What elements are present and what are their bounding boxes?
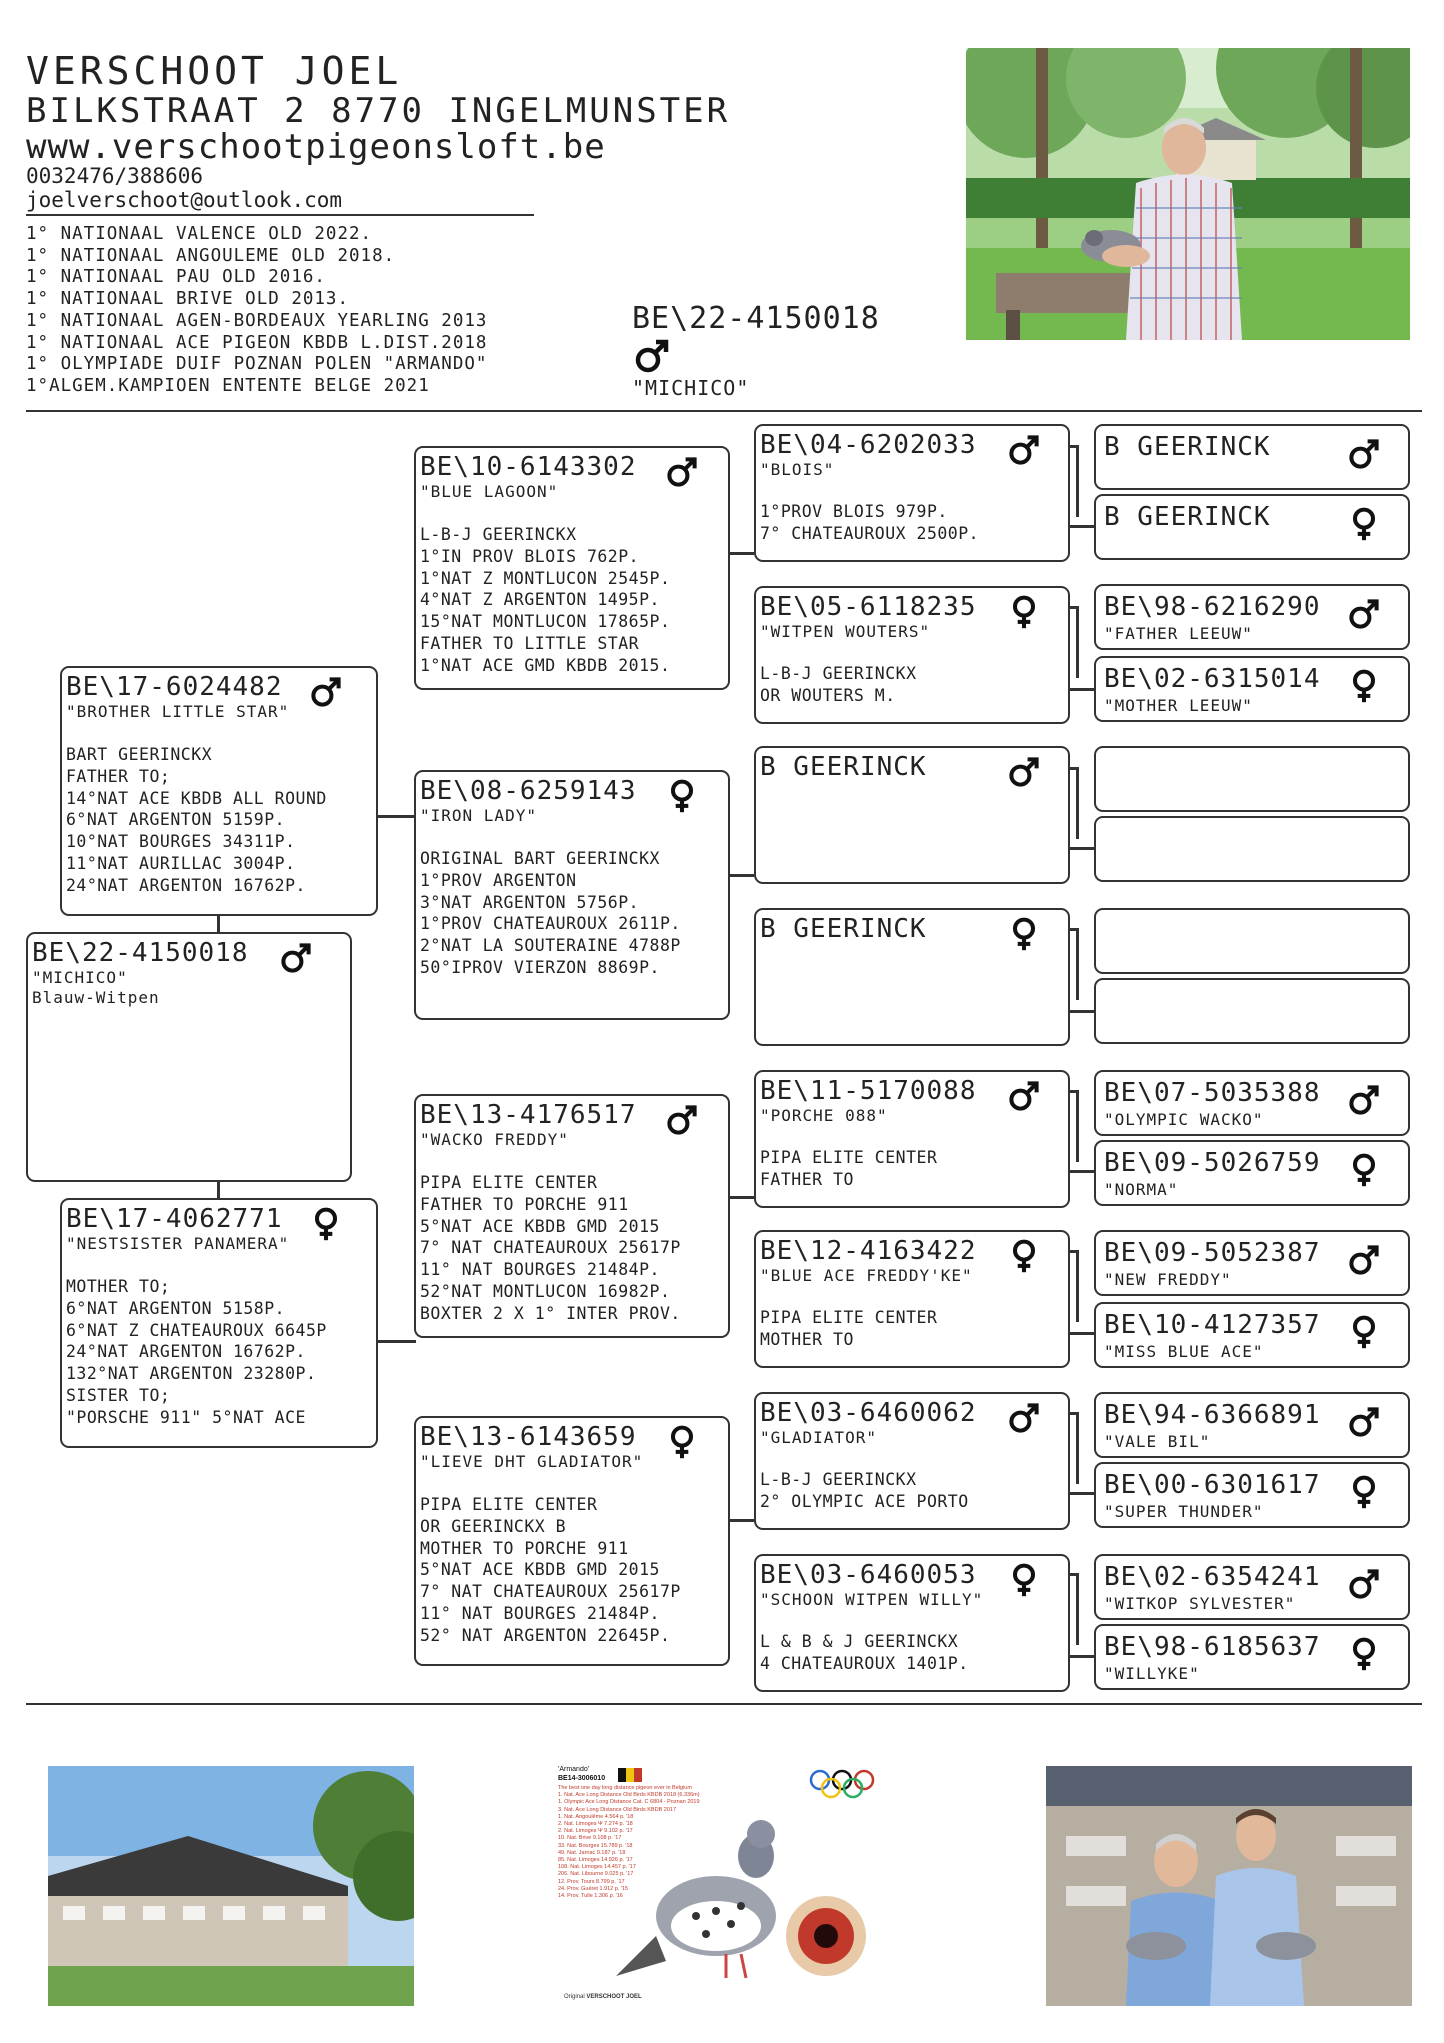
- ring-number: BE\10-4127357: [1104, 1310, 1321, 1340]
- note-line: 11° NAT BOURGES 21484P.: [420, 1603, 660, 1623]
- pigeon-notes: [760, 501, 1062, 545]
- bottom-divider: [26, 1703, 1422, 1705]
- connector-line: [1076, 1090, 1079, 1162]
- armando-result-line: 206. Nat. Libourne 9.025 p. '17: [558, 1871, 634, 1878]
- connector-line: [1076, 928, 1079, 1000]
- male-symbol-icon: [664, 454, 700, 490]
- pigeon-name: "BLOIS": [760, 460, 835, 479]
- pigeon-notes: [420, 848, 722, 979]
- armando-result-line: 2. Nat. Limoges Ψ 7.274 p. '18: [558, 1821, 633, 1828]
- note-line: 4 CHATEAUROUX 1401P.: [760, 1653, 969, 1673]
- pigeon-notes: [66, 744, 370, 897]
- pigeon-name: "NORMA": [1104, 1180, 1179, 1199]
- female-symbol-icon: [1006, 1238, 1042, 1274]
- loft-photo: [48, 1766, 414, 2006]
- connector-line: [728, 874, 754, 877]
- note-line: 5°NAT ACE KBDB GMD 2015: [420, 1560, 660, 1580]
- connector-line: [1076, 767, 1079, 839]
- armando-result-line: 24. Prov. Guéret 1.912 p. '15: [558, 1885, 629, 1892]
- pigeon-notes: [420, 524, 722, 677]
- note-line: MOTHER TO PORCHE 911: [420, 1538, 629, 1558]
- male-symbol-icon: [632, 336, 672, 376]
- breeders-with-pigeons-photo: [1046, 1766, 1412, 2006]
- female-symbol-icon: [1006, 1562, 1042, 1598]
- armando-result-line: The best one day long distance pigeon ever in Belgium: [558, 1785, 692, 1791]
- connector-line: [1076, 606, 1079, 678]
- connector-line: [1068, 1170, 1095, 1173]
- note-line: "PORSCHE 911" 5°NAT ACE: [66, 1407, 306, 1427]
- note-line: 7° NAT CHATEAUROUX 25617P: [420, 1582, 681, 1602]
- pigeon-notes: [420, 1172, 722, 1325]
- ring-number: BE\09-5026759: [1104, 1148, 1321, 1178]
- female-symbol-icon: [664, 1424, 700, 1460]
- note-line: 2° OLYMPIC ACE PORTO: [760, 1491, 969, 1511]
- ring-number: BE\94-6366891: [1104, 1400, 1321, 1430]
- armando-footer-prefix: Original: [564, 1994, 585, 2000]
- pigeon-name: "BLUE ACE FREDDY'KE": [760, 1266, 973, 1285]
- note-line: 1°PROV ARGENTON: [420, 870, 577, 890]
- note-line: 15°NAT MONTLUCON 17865P.: [420, 612, 671, 632]
- connector-line: [1068, 1655, 1095, 1658]
- pedigree-card-gen4-empty[interactable]: [1094, 746, 1410, 812]
- pigeon-name: "PORCHE 088": [760, 1106, 888, 1125]
- ring-number: BE\10-6143302: [420, 452, 637, 482]
- pedigree-card-dam[interactable]: [60, 1198, 378, 1448]
- pedigree-card-gen2[interactable]: [414, 770, 730, 1020]
- pedigree-card-gen3[interactable]: [754, 1392, 1070, 1530]
- pedigree-card-gen4[interactable]: [1094, 1230, 1410, 1296]
- note-line: BOXTER 2 X 1° INTER PROV.: [420, 1303, 681, 1323]
- ring-number: BE\04-6202033: [760, 430, 977, 460]
- ring-number: BE\03-6460053: [760, 1560, 977, 1590]
- note-line: OR GEERINCKX B: [420, 1516, 567, 1536]
- connector-line: [1068, 1492, 1095, 1495]
- pigeon-name: "SUPER THUNDER": [1104, 1502, 1264, 1521]
- achievement-item: 1° OLYMPIADE DUIF POZNAN POLEN "ARMANDO": [26, 354, 488, 375]
- armando-result-line: 85. Nat. Limoges 14.926 p. '17: [558, 1857, 633, 1864]
- note-line: 1°PROV CHATEAUROUX 2611P.: [420, 914, 681, 934]
- note-line: 7° NAT CHATEAUROUX 25617P: [420, 1238, 681, 1258]
- ring-number: BE\17-4062771: [66, 1204, 283, 1234]
- header-divider: [26, 214, 534, 216]
- connector-line: [728, 552, 754, 555]
- female-symbol-icon: [308, 1206, 344, 1242]
- ring-number: BE\98-6185637: [1104, 1632, 1321, 1662]
- armando-result-line: 1. Olympic Ace Long Distance Cat. C 6804 - Poznan 2019: [558, 1799, 700, 1806]
- armando-footer: [564, 1994, 642, 2000]
- note-line: 1°IN PROV BLOIS 762P.: [420, 546, 640, 566]
- male-symbol-icon: [1346, 596, 1382, 632]
- male-symbol-icon: [1346, 1404, 1382, 1440]
- female-symbol-icon: [1346, 1636, 1382, 1672]
- armando-result-line: 3. Nat. Ace Long Distance Old Birds KBDB 2017: [558, 1806, 677, 1813]
- armando-ring: BE14-3006010: [558, 1775, 606, 1782]
- note-line: FATHER TO PORCHE 911: [420, 1194, 629, 1214]
- note-line: 24°NAT ARGENTON 16762P.: [66, 1342, 306, 1362]
- note-line: L-B-J GEERINCKX: [760, 664, 917, 683]
- armando-result-line: 2. Nat. Limoges Ψ 9.102 p. '17: [558, 1828, 633, 1835]
- pigeon-name: "IRON LADY": [420, 806, 537, 825]
- ring-number: B GEERINCK: [760, 752, 927, 782]
- armando-results: [558, 1785, 700, 1900]
- female-symbol-icon: [1346, 506, 1382, 542]
- pedigree-card-gen4[interactable]: [1094, 584, 1410, 650]
- armando-result-line: 1. Nat. Ace Long Distance Old Birds KBDB 2018 (6.336m): [558, 1792, 700, 1799]
- pigeon-notes: [760, 1469, 1062, 1513]
- pedigree-card-gen4[interactable]: [1094, 1302, 1410, 1368]
- pedigree-card-gen3[interactable]: [754, 1230, 1070, 1368]
- ring-number: B GEERINCK: [1104, 502, 1271, 532]
- pedigree-card-gen3[interactable]: [754, 1554, 1070, 1692]
- connector-line: [1068, 525, 1095, 528]
- pedigree-card-gen4-empty[interactable]: [1094, 816, 1410, 882]
- note-line: OR WOUTERS M.: [760, 685, 896, 705]
- pedigree-card-gen4[interactable]: [1094, 1392, 1410, 1458]
- male-symbol-icon: [1346, 1242, 1382, 1278]
- pigeon-notes: [420, 1494, 722, 1647]
- connector-line: [1068, 1332, 1095, 1335]
- ring-number: BE\11-5170088: [760, 1076, 977, 1106]
- pigeon-notes: [760, 1631, 1062, 1675]
- note-line: BART GEERINCKX: [66, 745, 213, 764]
- pigeon-name: "FATHER LEEUW": [1104, 624, 1253, 643]
- connector-line: [1068, 688, 1095, 691]
- note-line: 4°NAT Z ARGENTON 1495P.: [420, 590, 660, 610]
- pedigree-card-gen4-empty[interactable]: [1094, 978, 1410, 1044]
- pigeon-name: "WITPEN WOUTERS": [760, 622, 931, 641]
- ring-number: BE\05-6118235: [760, 592, 977, 622]
- note-line: 11°NAT AURILLAC 3004P.: [66, 853, 296, 873]
- connector-line: [1076, 1573, 1079, 1645]
- pedigree-card-gen3[interactable]: [754, 424, 1070, 562]
- female-symbol-icon: [1346, 668, 1382, 704]
- achievement-item: 1° NATIONAAL PAU OLD 2016.: [26, 267, 326, 288]
- note-line: 7° CHATEAUROUX 2500P.: [760, 523, 980, 543]
- note-line: ORIGINAL BART GEERINCKX: [420, 849, 660, 868]
- male-symbol-icon: [1346, 436, 1382, 472]
- connector-line: [1068, 847, 1095, 850]
- note-line: 24°NAT ARGENTON 16762P.: [66, 875, 306, 895]
- pedigree-card-subject[interactable]: [26, 932, 352, 1182]
- pigeon-name: "VALE BIL": [1104, 1432, 1211, 1451]
- pigeon-name: "MICHICO": [32, 968, 128, 987]
- male-symbol-icon: [278, 940, 314, 976]
- ring-number: BE\17-6024482: [66, 672, 283, 702]
- ring-number: BE\09-5052387: [1104, 1238, 1321, 1268]
- pigeon-name: "WITKOP SYLVESTER": [1104, 1594, 1296, 1613]
- pigeon-name: "WILLYKE": [1104, 1664, 1200, 1683]
- breeder-website[interactable]: www.verschootpigeonsloft.be: [26, 127, 606, 167]
- male-symbol-icon: [1346, 1566, 1382, 1602]
- connector-line: [1076, 1250, 1079, 1322]
- ring-number: BE\13-4176517: [420, 1100, 637, 1130]
- pedigree-card-gen2[interactable]: [414, 1416, 730, 1666]
- pigeon-name: "BLUE LAGOON": [420, 482, 559, 501]
- connector-line: [217, 1182, 220, 1198]
- ring-number: BE\03-6460062: [760, 1398, 977, 1428]
- pedigree-card-gen4[interactable]: [1094, 1624, 1410, 1690]
- female-symbol-icon: [1006, 916, 1042, 952]
- pigeon-name: "WACKO FREDDY": [420, 1130, 569, 1149]
- breeder-phone: 0032476/388606: [26, 164, 204, 188]
- female-symbol-icon: [1346, 1314, 1382, 1350]
- note-line: FATHER TO: [760, 1169, 854, 1189]
- pigeon-name: "GLADIATOR": [760, 1428, 877, 1447]
- achievement-item: 1° NATIONAAL VALENCE OLD 2022.: [26, 224, 373, 244]
- achievement-item: 1° NATIONAAL AGEN-BORDEAUX YEARLING 2013: [26, 310, 488, 331]
- note-line: 14°NAT ACE KBDB ALL ROUND: [66, 788, 327, 808]
- ring-number: BE\12-4163422: [760, 1236, 977, 1266]
- male-symbol-icon: [1006, 754, 1042, 790]
- top-divider: [26, 410, 1422, 412]
- achievement-item: 1°ALGEM.KAMPIOEN ENTENTE BELGE 2021: [26, 375, 430, 396]
- ring-number: BE\02-6315014: [1104, 664, 1321, 694]
- ring-number: BE\13-6143659: [420, 1422, 637, 1452]
- connector-line: [728, 1519, 754, 1522]
- male-symbol-icon: [1006, 432, 1042, 468]
- note-line: MOTHER TO;: [66, 1277, 171, 1296]
- ring-number: B GEERINCK: [760, 914, 927, 944]
- pedigree-card-gen4[interactable]: [1094, 1140, 1410, 1206]
- note-line: L-B-J GEERINCKX: [760, 1470, 917, 1489]
- ring-number: BE\07-5035388: [1104, 1078, 1321, 1108]
- ring-number: B GEERINCK: [1104, 432, 1271, 462]
- pedigree-card-gen4-empty[interactable]: [1094, 908, 1410, 974]
- achievement-item: 1° NATIONAAL ANGOULEME OLD 2018.: [26, 245, 396, 266]
- subject-ring-number: BE\22-4150018: [632, 301, 880, 336]
- note-line: L-B-J GEERINCKX: [420, 525, 577, 544]
- note-line: 5°NAT ACE KBDB GMD 2015: [420, 1216, 660, 1236]
- note-line: PIPA ELITE CENTER: [420, 1495, 598, 1514]
- ring-number: BE\08-6259143: [420, 776, 637, 806]
- female-symbol-icon: [664, 778, 700, 814]
- pedigree-card-gen3[interactable]: [754, 908, 1070, 1046]
- connector-line: [217, 916, 220, 932]
- male-symbol-icon: [308, 674, 344, 710]
- pedigree-card-gen4[interactable]: [1094, 424, 1410, 490]
- note-line: MOTHER TO: [760, 1329, 854, 1349]
- ring-number: BE\98-6216290: [1104, 592, 1321, 622]
- pigeon-notes: [760, 1307, 1062, 1351]
- note-line: 6°NAT Z CHATEAUROUX 6645P: [66, 1320, 327, 1340]
- note-line: 11° NAT BOURGES 21484P.: [420, 1260, 660, 1280]
- note-line: FATHER TO LITTLE STAR: [420, 633, 640, 653]
- armando-result-line: 1. Nat. Angoulême 4.564 p. '18: [558, 1813, 634, 1820]
- pigeon-name: "NESTSISTER PANAMERA": [66, 1234, 290, 1253]
- pigeon-name: "MISS BLUE ACE": [1104, 1342, 1264, 1361]
- armando-result-line: 33. Nat. Bourges 15.789 p. '18: [558, 1842, 633, 1849]
- male-symbol-icon: [1006, 1078, 1042, 1114]
- breeder-name: VERSCHOOT JOEL: [26, 49, 403, 93]
- pedigree-card-gen2[interactable]: [414, 446, 730, 690]
- note-line: 1°NAT Z MONTLUCON 2545P.: [420, 568, 671, 588]
- pigeon-name: "OLYMPIC WACKO": [1104, 1110, 1264, 1129]
- male-symbol-icon: [1006, 1400, 1042, 1436]
- pigeon-name: "BROTHER LITTLE STAR": [66, 702, 290, 721]
- subject-pigeon-name: "MICHICO": [632, 376, 750, 400]
- note-line: 2°NAT LA SOUTERAINE 4788P: [420, 936, 681, 956]
- pigeon-name: "LIEVE DHT GLADIATOR": [420, 1452, 644, 1471]
- connector-line: [1076, 445, 1079, 517]
- note-line: 132°NAT ARGENTON 23280P.: [66, 1364, 317, 1384]
- note-line: L & B & J GEERINCKX: [760, 1632, 959, 1651]
- note-line: 1°NAT ACE GMD KBDB 2015.: [420, 655, 671, 675]
- pigeon-notes: [760, 1147, 1062, 1191]
- armando-result-line: 12. Prov. Tours 8.799 p. '17: [558, 1878, 625, 1885]
- connector-line: [376, 815, 416, 818]
- pedigree-card-gen4[interactable]: [1094, 1554, 1410, 1620]
- ring-number: BE\22-4150018: [32, 938, 249, 968]
- pedigree-card-gen3[interactable]: [754, 1070, 1070, 1208]
- female-symbol-icon: [1346, 1474, 1382, 1510]
- pigeon-name: "NEW FREDDY": [1104, 1270, 1232, 1289]
- achievement-list: [26, 224, 487, 398]
- male-symbol-icon: [1346, 1082, 1382, 1118]
- pedigree-card-gen4[interactable]: [1094, 1462, 1410, 1528]
- note-line: 50°IPROV VIERZON 8869P.: [420, 957, 660, 977]
- breeder-photo: [966, 48, 1410, 340]
- note-line: 3°NAT ARGENTON 5756P.: [420, 892, 640, 912]
- armando-name: 'Armando': [558, 1766, 590, 1773]
- armando-result-line: 14. Prov. Tulle 1.306 p. '16: [558, 1893, 623, 1900]
- armando-promo-image: [556, 1766, 888, 2006]
- note-line: 6°NAT ARGENTON 5159P.: [66, 810, 286, 830]
- pigeon-notes: [66, 1276, 370, 1429]
- connector-line: [728, 1196, 754, 1199]
- pedigree-card-gen2[interactable]: [414, 1094, 730, 1338]
- note-line: PIPA ELITE CENTER: [760, 1308, 938, 1327]
- pigeon-color: Blauw-Witpen: [32, 988, 160, 1007]
- pedigree-card-gen4[interactable]: [1094, 1070, 1410, 1136]
- ring-number: BE\02-6354241: [1104, 1562, 1321, 1592]
- breeder-address: BILKSTRAAT 2 8770 INGELMUNSTER: [26, 91, 731, 131]
- female-symbol-icon: [1346, 1152, 1382, 1188]
- pigeon-name: "MOTHER LEEUW": [1104, 696, 1253, 715]
- armando-result-line: 10. Nat. Brive 9.108 p. '17: [558, 1835, 622, 1842]
- note-line: PIPA ELITE CENTER: [420, 1173, 598, 1192]
- note-line: 10°NAT BOURGES 34311P.: [66, 832, 296, 852]
- note-line: 52° NAT ARGENTON 22645P.: [420, 1625, 671, 1645]
- achievement-item: 1° NATIONAAL ACE PIGEON KBDB L.DIST.2018: [26, 332, 488, 353]
- ring-number: BE\00-6301617: [1104, 1470, 1321, 1500]
- achievement-item: 1° NATIONAAL BRIVE OLD 2013.: [26, 289, 350, 310]
- female-symbol-icon: [1006, 594, 1042, 630]
- note-line: PIPA ELITE CENTER: [760, 1148, 938, 1167]
- note-line: 1°PROV BLOIS 979P.: [760, 502, 948, 521]
- connector-line: [376, 1340, 416, 1343]
- pedigree-card-gen3[interactable]: [754, 746, 1070, 884]
- breeder-email[interactable]: joelverschoot@outlook.com: [26, 188, 343, 212]
- pedigree-card-gen3[interactable]: [754, 586, 1070, 724]
- armando-result-line: 49. Nat. Jarnac 9.187 p. '18: [558, 1849, 626, 1856]
- pedigree-card-gen4[interactable]: [1094, 656, 1410, 722]
- pedigree-card-sire[interactable]: [60, 666, 378, 916]
- armando-footer-owner: VERSCHOOT JOEL: [586, 1994, 642, 2000]
- pigeon-name: "SCHOON WITPEN WILLY": [760, 1590, 984, 1609]
- note-line: 6°NAT ARGENTON 5158P.: [66, 1298, 286, 1318]
- pedigree-card-gen4[interactable]: [1094, 494, 1410, 560]
- note-line: FATHER TO;: [66, 766, 171, 786]
- connector-line: [1076, 1412, 1079, 1484]
- note-line: 52°NAT MONTLUCON 16982P.: [420, 1281, 671, 1301]
- pigeon-notes: [760, 663, 1062, 707]
- male-symbol-icon: [664, 1102, 700, 1138]
- armando-result-line: 108. Nat. Limoges 14.457 p. '17: [558, 1864, 636, 1871]
- connector-line: [1068, 1010, 1095, 1013]
- note-line: SISTER TO;: [66, 1385, 171, 1405]
